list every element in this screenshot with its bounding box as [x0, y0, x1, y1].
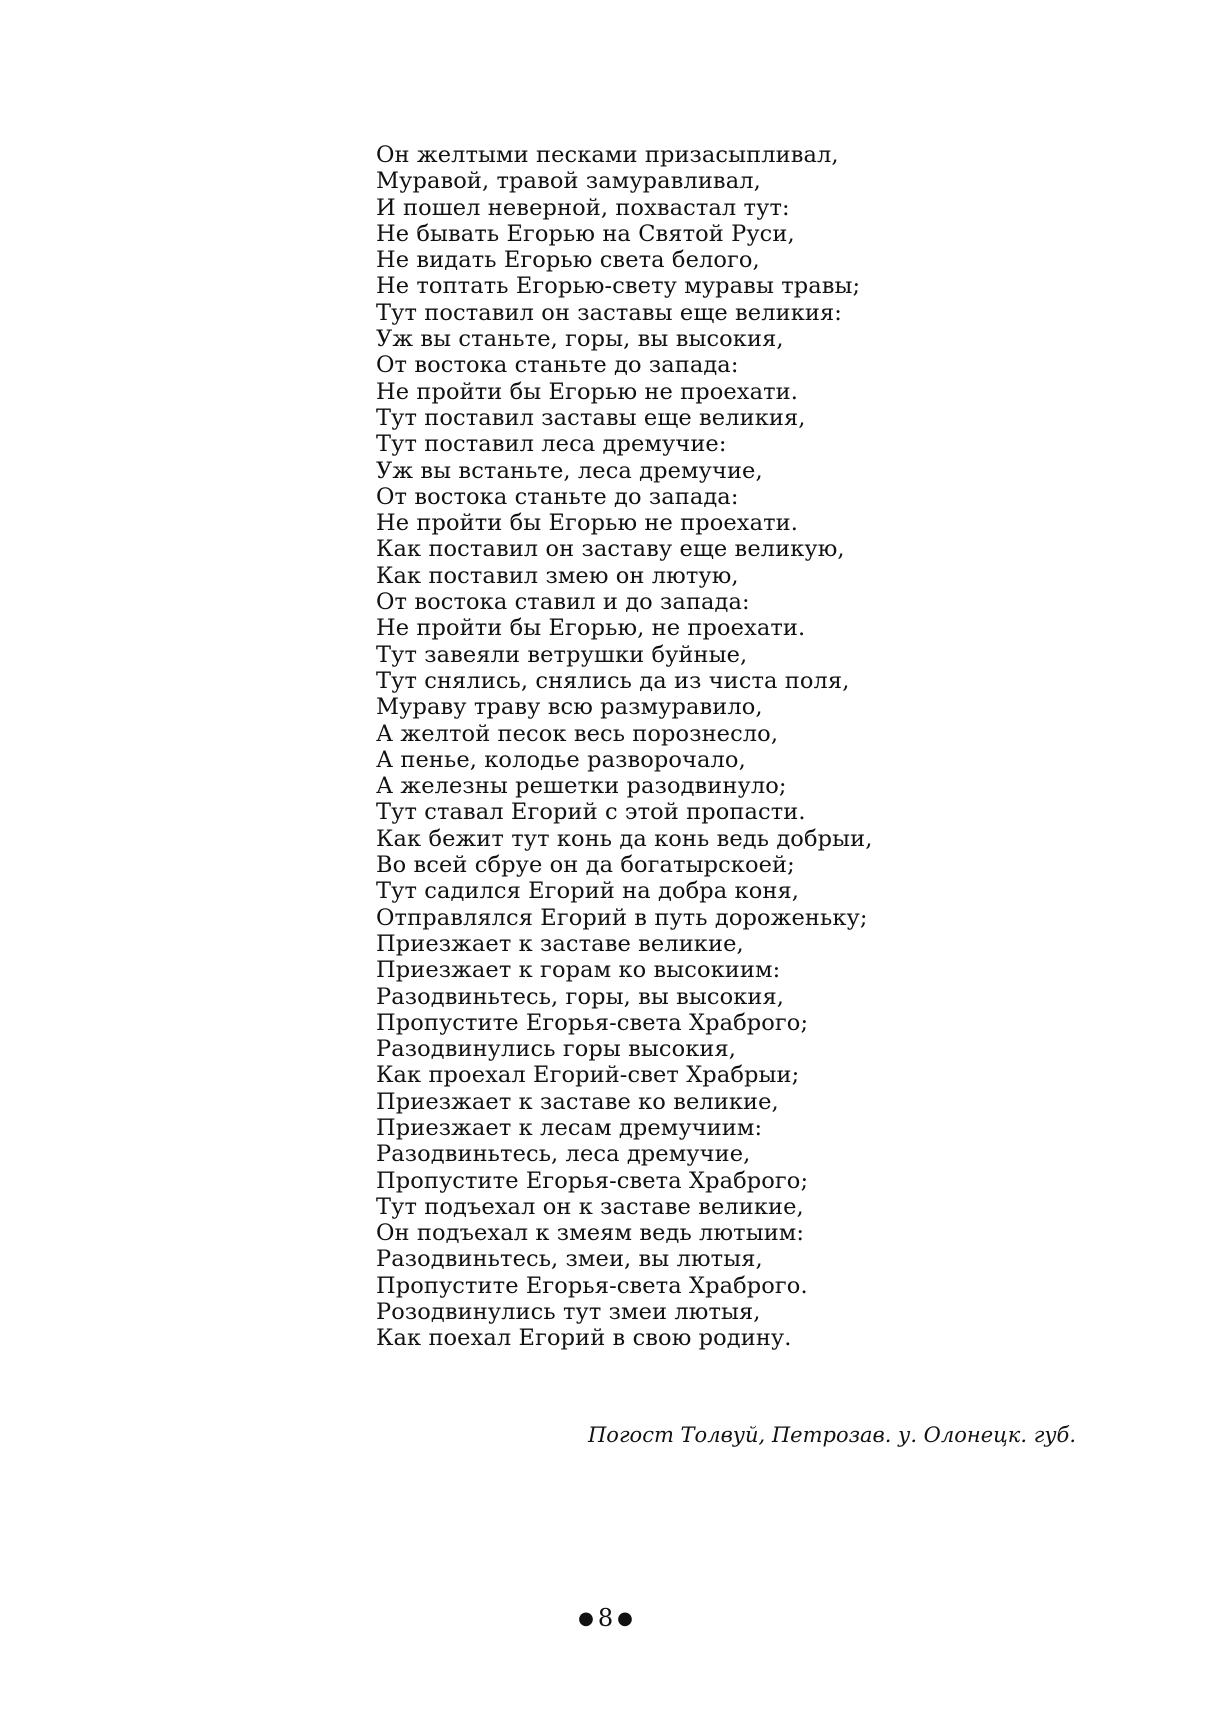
poem-text — [376, 142, 872, 1352]
verse-line: Приезжает к заставе великие, — [376, 930, 744, 957]
verse-line: Разодвиньтесь, горы, вы высокия, — [376, 983, 785, 1010]
verse-line: Разодвиньтесь, леса дремучие, — [376, 1141, 751, 1168]
verse-line: Не пройти бы Егорью не проехати. — [376, 378, 799, 405]
verse-line: А железны решетки разодвинуло; — [376, 773, 787, 800]
verse-line: Разодвинулись горы высокия, — [376, 1036, 737, 1063]
page-number: 8 — [597, 1604, 614, 1632]
verse-line: От востока станьте до запада: — [376, 352, 739, 379]
verse-line: От востока станьте до запада: — [376, 483, 739, 510]
verse-line: Не топтать Егорью-свету муравы травы; — [376, 273, 861, 300]
verse-line: Он желтыми песками призасыпливал, — [376, 142, 839, 168]
verse-line: Уж вы встаньте, леса дремучие, — [376, 457, 763, 484]
verse-line: Уж вы станьте, горы, вы высокия, — [376, 326, 784, 353]
source-attribution: Погост Толвуй, Петрозав. у. Олонецк. губ. — [587, 1423, 1076, 1447]
verse-line: Разодвиньтесь, змеи, вы лютыя, — [376, 1246, 763, 1273]
verse-line: Муравой, травой замуравливал, — [376, 168, 761, 195]
verse-line: Как поставил он заставу еще великую, — [376, 536, 845, 563]
verse-line: Не бывать Егорью на Святой Руси, — [376, 220, 795, 247]
verse-line: Тут поставил леса дремучие: — [376, 431, 727, 458]
verse-line: Пропустите Егорья-света Храброго; — [376, 1009, 809, 1036]
verse-line: Тут поставил заставы еще великия, — [376, 404, 806, 431]
verse-line: А пенье, колодье разворочало, — [376, 746, 746, 773]
verse-line: И пошел неверной, похвастал тут: — [376, 194, 790, 221]
verse-line: Во всей сбруе он да богатырскоей; — [376, 852, 795, 879]
verse-line: Не пройти бы Егорью не проехати. — [376, 510, 799, 537]
verse-line: Тут ставал Егорий с этой пропасти. — [376, 799, 806, 826]
verse-line: Как поехал Егорий в свою родину. — [376, 1325, 792, 1352]
verse-line: Тут снялись, снялись да из чиста поля, — [376, 667, 850, 694]
verse-line: Пропустите Егорья-света Храброго; — [376, 1167, 809, 1194]
verse-line: Тут поставил он заставы еще великия: — [376, 299, 842, 326]
page-number-footer — [0, 1604, 1211, 1633]
verse-line: Отправлялся Егорий в путь дороженьку; — [376, 904, 868, 931]
verse-line: А желтой песок весь порознесло, — [376, 720, 779, 747]
verse-line: Тут подъехал он к заставе великие, — [376, 1193, 804, 1220]
verse-line: Мураву траву всю размуравило, — [376, 694, 763, 721]
bullet-left-icon: ● — [578, 1608, 594, 1629]
verse-line: Приезжает к горам ко высокиим: — [376, 957, 781, 984]
verse-line: Он подъехал к змеям ведь лютыим: — [376, 1220, 805, 1247]
verse-line: Как бежит тут конь да конь ведь добрыи, — [376, 825, 873, 852]
verse-line: Не пройти бы Егорью, не проехати. — [376, 615, 806, 642]
verse-line: Как проехал Егорий-свет Храбрыи; — [376, 1062, 800, 1089]
verse-line: Тут садился Егорий на добра коня, — [376, 878, 799, 905]
verse-line: Не видать Егорью света белого, — [376, 247, 760, 274]
verse-line: Приезжает к лесам дремучиим: — [376, 1114, 763, 1141]
verse-line: Как поставил змею он лютую, — [376, 562, 739, 589]
verse-line: Приезжает к заставе ко великие, — [376, 1088, 779, 1115]
verse-line: Тут завеяли ветрушки буйные, — [376, 641, 748, 668]
verse-line: Розодвинулись тут змеи лютыя, — [376, 1299, 761, 1326]
verse-line: От востока ставил и до запада: — [376, 589, 750, 616]
bullet-right-icon: ● — [617, 1608, 633, 1629]
verse-line: Пропустите Егорья-света Храброго. — [376, 1272, 808, 1299]
